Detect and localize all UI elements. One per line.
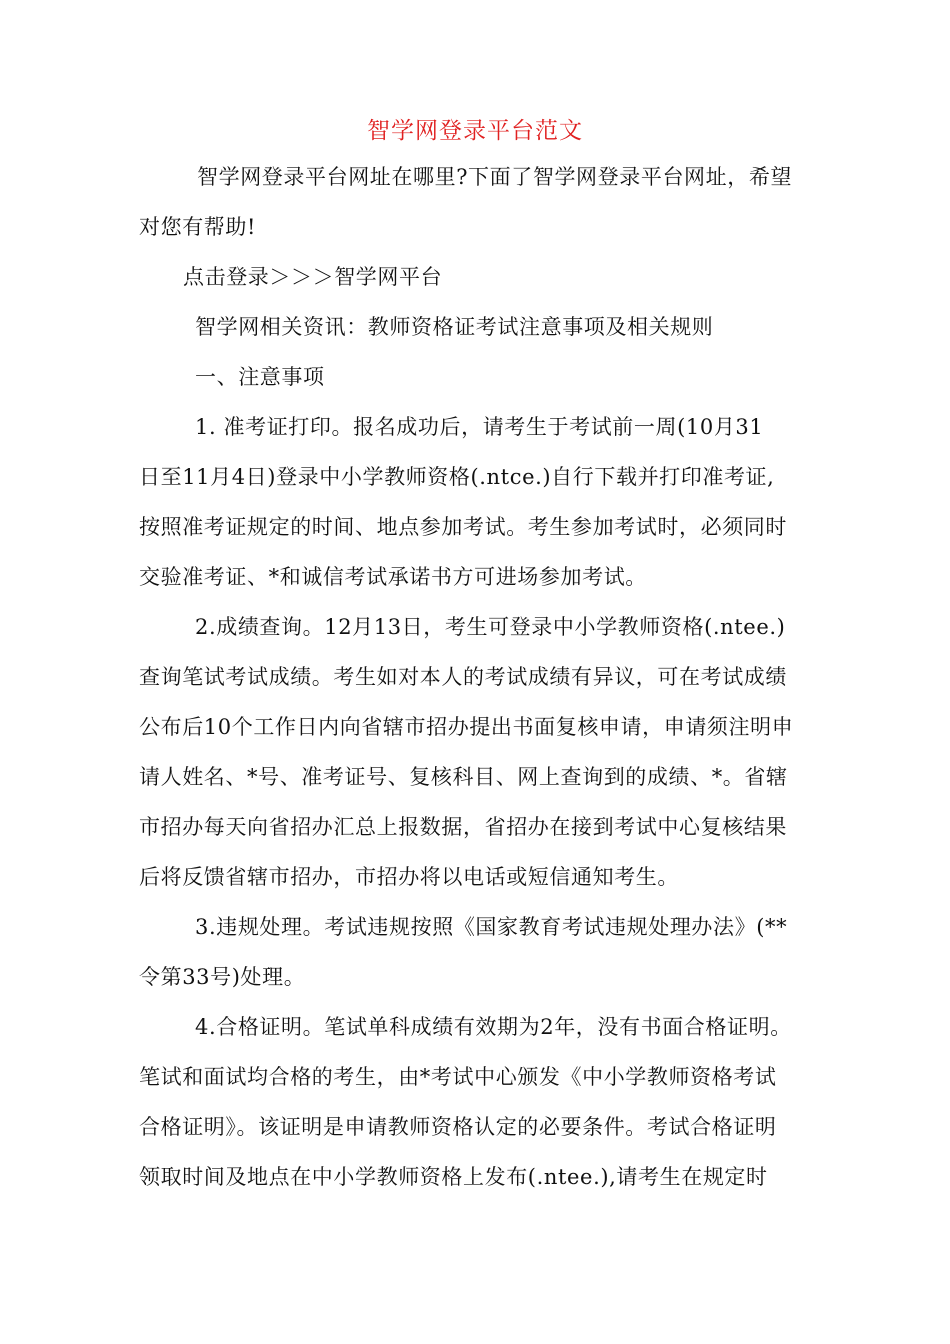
paragraph-line: 查询笔试考试成绩。考生如对本人的考试成绩有异议，可在考试成绩 <box>139 665 787 689</box>
paragraph-line: 领取时间及地点在中小学教师资格上发布(.ntee.),请考生在规定时 <box>139 1165 768 1189</box>
paragraph-line: 市招办每天向省招办汇总上报数据，省招办在接到考试中心复核结果 <box>139 815 787 839</box>
paragraph-line: 令第33号)处理。 <box>139 965 306 989</box>
paragraph-line: 合格证明》。该证明是申请教师资格认定的必要条件。考试合格证明 <box>139 1115 777 1139</box>
paragraph-line: 3.违规处理。考试违规按照《国家教育考试违规处理办法》(** <box>195 915 788 939</box>
paragraph-line: 笔试和面试均合格的考生，由*考试中心颁发《中小学教师资格考试 <box>139 1065 777 1089</box>
paragraph-line: 日至11月4日)登录中小学教师资格(.ntce.)自行下载并打印准考证, <box>139 465 775 489</box>
paragraph-line: 后将反馈省辖市招办，市招办将以电话或短信通知考生。 <box>139 865 679 889</box>
paragraph-line: 点击登录＞＞＞智学网平台 <box>183 265 443 289</box>
paragraph-line: 4.合格证明。笔试单科成绩有效期为2年，没有书面合格证明。 <box>195 1015 792 1039</box>
paragraph-line: 按照准考证规定的时间、地点参加考试。考生参加考试时，必须同时 <box>139 515 787 539</box>
paragraph-line: 交验准考证、*和诚信考试承诺书方可进场参加考试。 <box>139 565 647 589</box>
paragraph-line: 智学网相关资讯：教师资格证考试注意事项及相关规则 <box>195 315 714 339</box>
paragraph-line: 请人姓名、*号、准考证号、复核科目、网上查询到的成绩、*。省辖 <box>139 765 788 789</box>
paragraph-line: 公布后10个工作日内向省辖市招办提出书面复核申请，申请须注明申 <box>139 715 794 739</box>
section-heading: 一、注意事项 <box>195 365 325 389</box>
paragraph-line: 智学网登录平台网址在哪里?下面了智学网登录平台网址，希望 <box>197 165 793 189</box>
paragraph-line: 2.成绩查询。12月13日，考生可登录中小学教师资格(.ntee.) <box>195 615 786 639</box>
document-title: 智学网登录平台范文 <box>367 118 583 144</box>
paragraph-line: 1. 准考证打印。报名成功后，请考生于考试前一周(10月31 <box>195 415 764 439</box>
paragraph-line: 对您有帮助! <box>139 215 257 239</box>
